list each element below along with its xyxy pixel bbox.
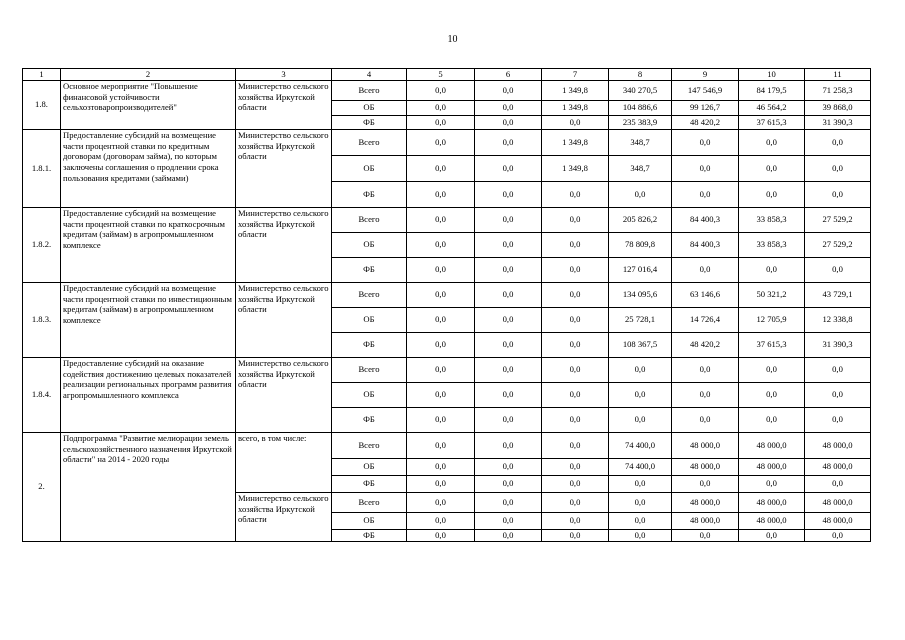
value-cell: 0,0 xyxy=(739,181,805,207)
value-cell: 27 529,2 xyxy=(805,232,871,257)
value-cell: 0,0 xyxy=(407,529,475,541)
value-cell: 0,0 xyxy=(542,458,609,475)
value-cell: 0,0 xyxy=(475,282,542,307)
value-cell: 37 615,3 xyxy=(739,115,805,129)
value-cell: 0,0 xyxy=(407,357,475,382)
value-cell: 99 126,7 xyxy=(672,100,739,115)
row-code-cell: 1.8.3. xyxy=(23,282,61,357)
value-cell: 33 858,3 xyxy=(739,232,805,257)
column-number-cell: 4 xyxy=(332,69,407,81)
value-cell: 0,0 xyxy=(805,257,871,282)
value-cell: 63 146,6 xyxy=(672,282,739,307)
value-cell: 0,0 xyxy=(672,257,739,282)
value-cell: 0,0 xyxy=(805,129,871,155)
value-cell: 1 349,8 xyxy=(542,80,609,100)
value-cell: 0,0 xyxy=(739,257,805,282)
value-cell: 0,0 xyxy=(672,129,739,155)
value-cell: 48 000,0 xyxy=(805,492,871,512)
value-cell: 0,0 xyxy=(672,475,739,492)
value-cell: 0,0 xyxy=(672,181,739,207)
value-cell: 0,0 xyxy=(672,529,739,541)
column-number-cell: 9 xyxy=(672,69,739,81)
value-cell: 0,0 xyxy=(805,357,871,382)
value-cell: 0,0 xyxy=(739,382,805,407)
value-cell: 0,0 xyxy=(542,357,609,382)
table-row xyxy=(23,357,871,382)
value-cell: 0,0 xyxy=(407,332,475,357)
value-cell: 0,0 xyxy=(672,357,739,382)
value-cell: 48 000,0 xyxy=(805,432,871,458)
value-cell: 78 809,8 xyxy=(609,232,672,257)
row-code-cell: 1.8.4. xyxy=(23,357,61,432)
value-cell: 0,0 xyxy=(407,475,475,492)
value-cell: 0,0 xyxy=(407,232,475,257)
executor-cell: Министерство сельского хозяйства Иркутской области xyxy=(236,492,332,541)
value-cell: 0,0 xyxy=(475,458,542,475)
value-cell: 0,0 xyxy=(542,207,609,232)
value-cell: 0,0 xyxy=(475,155,542,181)
funding-source-cell: Всего xyxy=(332,282,407,307)
value-cell: 0,0 xyxy=(475,475,542,492)
value-cell: 48 000,0 xyxy=(672,432,739,458)
value-cell: 0,0 xyxy=(475,207,542,232)
value-cell: 12 705,9 xyxy=(739,307,805,332)
value-cell: 0,0 xyxy=(475,100,542,115)
funding-source-cell: ОБ xyxy=(332,512,407,529)
value-cell: 0,0 xyxy=(475,357,542,382)
value-cell: 0,0 xyxy=(407,432,475,458)
value-cell: 43 729,1 xyxy=(805,282,871,307)
value-cell: 0,0 xyxy=(805,155,871,181)
value-cell: 0,0 xyxy=(542,382,609,407)
value-cell: 0,0 xyxy=(609,475,672,492)
value-cell: 147 546,9 xyxy=(672,80,739,100)
value-cell: 0,0 xyxy=(805,382,871,407)
value-cell: 0,0 xyxy=(407,382,475,407)
value-cell: 0,0 xyxy=(407,80,475,100)
value-cell: 14 726,4 xyxy=(672,307,739,332)
value-cell: 84 400,3 xyxy=(672,207,739,232)
value-cell: 104 886,6 xyxy=(609,100,672,115)
table-row xyxy=(23,282,871,307)
value-cell: 0,0 xyxy=(407,181,475,207)
value-cell: 84 400,3 xyxy=(672,232,739,257)
column-number-cell: 5 xyxy=(407,69,475,81)
row-code-cell: 1.8. xyxy=(23,80,61,129)
value-cell: 12 338,8 xyxy=(805,307,871,332)
value-cell: 0,0 xyxy=(739,357,805,382)
value-cell: 1 349,8 xyxy=(542,100,609,115)
value-cell: 0,0 xyxy=(609,382,672,407)
value-cell: 0,0 xyxy=(609,492,672,512)
value-cell: 134 095,6 xyxy=(609,282,672,307)
value-cell: 0,0 xyxy=(609,407,672,432)
value-cell: 0,0 xyxy=(542,512,609,529)
activity-name-cell: Предоставление субсидий на возмещение части процентной ставки по краткосрочным кредитам (займам) в агропромышленном комплексе xyxy=(61,207,236,282)
budget-table xyxy=(22,68,871,542)
value-cell: 0,0 xyxy=(542,529,609,541)
column-number-cell: 8 xyxy=(609,69,672,81)
value-cell: 0,0 xyxy=(805,407,871,432)
value-cell: 0,0 xyxy=(542,115,609,129)
value-cell: 0,0 xyxy=(407,155,475,181)
value-cell: 25 728,1 xyxy=(609,307,672,332)
value-cell: 0,0 xyxy=(475,257,542,282)
value-cell: 235 383,9 xyxy=(609,115,672,129)
value-cell: 0,0 xyxy=(542,332,609,357)
value-cell: 348,7 xyxy=(609,155,672,181)
column-number-cell: 7 xyxy=(542,69,609,81)
column-number-cell: 10 xyxy=(739,69,805,81)
value-cell: 0,0 xyxy=(609,357,672,382)
value-cell: 0,0 xyxy=(542,432,609,458)
value-cell: 0,0 xyxy=(407,129,475,155)
value-cell: 0,0 xyxy=(542,257,609,282)
funding-source-cell: ОБ xyxy=(332,100,407,115)
value-cell: 0,0 xyxy=(609,181,672,207)
value-cell: 0,0 xyxy=(672,382,739,407)
value-cell: 0,0 xyxy=(542,475,609,492)
page-number: 10 xyxy=(447,34,458,45)
funding-source-cell: ФБ xyxy=(332,115,407,129)
row-code-cell: 1.8.1. xyxy=(23,129,61,207)
value-cell: 1 349,8 xyxy=(542,155,609,181)
value-cell: 0,0 xyxy=(407,492,475,512)
value-cell: 0,0 xyxy=(407,100,475,115)
funding-source-cell: ФБ xyxy=(332,407,407,432)
activity-name-cell: Предоставление субсидий на оказание содействия достижению целевых показателей реализации региональных программ развития агропромышленного комплекса xyxy=(61,357,236,432)
funding-source-cell: ФБ xyxy=(332,181,407,207)
value-cell: 50 321,2 xyxy=(739,282,805,307)
value-cell: 0,0 xyxy=(739,129,805,155)
value-cell: 0,0 xyxy=(609,529,672,541)
table-body xyxy=(23,69,871,542)
value-cell: 0,0 xyxy=(475,512,542,529)
executor-cell: Министерство сельского хозяйства Иркутской области xyxy=(236,207,332,282)
activity-name-cell: Подпрограмма "Развитие мелиорации земель сельскохозяйственного назначения Иркутской области" на 2014 - 2020 годы xyxy=(61,432,236,541)
value-cell: 0,0 xyxy=(475,80,542,100)
value-cell: 39 868,0 xyxy=(805,100,871,115)
column-number-cell: 1 xyxy=(23,69,61,81)
funding-source-cell: ФБ xyxy=(332,475,407,492)
funding-source-cell: Всего xyxy=(332,207,407,232)
funding-source-cell: ФБ xyxy=(332,529,407,541)
row-code-cell: 1.8.2. xyxy=(23,207,61,282)
value-cell: 0,0 xyxy=(805,181,871,207)
value-cell: 48 000,0 xyxy=(805,512,871,529)
value-cell: 0,0 xyxy=(739,155,805,181)
value-cell: 205 826,2 xyxy=(609,207,672,232)
funding-source-cell: Всего xyxy=(332,492,407,512)
value-cell: 74 400,0 xyxy=(609,458,672,475)
column-number-row xyxy=(23,69,871,81)
value-cell: 0,0 xyxy=(739,475,805,492)
value-cell: 0,0 xyxy=(475,332,542,357)
value-cell: 37 615,3 xyxy=(739,332,805,357)
funding-source-cell: ОБ xyxy=(332,458,407,475)
activity-name-cell: Предоставление субсидий на возмещение части процентной ставки по инвестиционным кредитам (займам) в агропромышленном комплексе xyxy=(61,282,236,357)
value-cell: 71 258,3 xyxy=(805,80,871,100)
value-cell: 31 390,3 xyxy=(805,332,871,357)
value-cell: 108 367,5 xyxy=(609,332,672,357)
funding-source-cell: ФБ xyxy=(332,257,407,282)
value-cell: 33 858,3 xyxy=(739,207,805,232)
value-cell: 0,0 xyxy=(542,307,609,332)
value-cell: 48 000,0 xyxy=(805,458,871,475)
funding-source-cell: ОБ xyxy=(332,382,407,407)
value-cell: 0,0 xyxy=(542,282,609,307)
value-cell: 84 179,5 xyxy=(739,80,805,100)
funding-source-cell: Всего xyxy=(332,357,407,382)
funding-source-cell: ОБ xyxy=(332,232,407,257)
funding-source-cell: ФБ xyxy=(332,332,407,357)
value-cell: 0,0 xyxy=(475,529,542,541)
value-cell: 48 000,0 xyxy=(739,458,805,475)
executor-cell: Министерство сельского хозяйства Иркутской области xyxy=(236,80,332,129)
value-cell: 48 000,0 xyxy=(739,432,805,458)
executor-cell: Министерство сельского хозяйства Иркутской области xyxy=(236,129,332,207)
value-cell: 48 420,2 xyxy=(672,332,739,357)
value-cell: 0,0 xyxy=(475,181,542,207)
value-cell: 0,0 xyxy=(407,307,475,332)
value-cell: 0,0 xyxy=(542,232,609,257)
value-cell: 340 270,5 xyxy=(609,80,672,100)
value-cell: 0,0 xyxy=(407,282,475,307)
value-cell: 0,0 xyxy=(407,512,475,529)
value-cell: 74 400,0 xyxy=(609,432,672,458)
value-cell: 48 420,2 xyxy=(672,115,739,129)
value-cell: 46 564,2 xyxy=(739,100,805,115)
activity-name-cell: Предоставление субсидий на возмещение части процентной ставки по кредитным договорам (договорам займа), по которым заключены соглашения о продлении срока пользования кредитами (займами) xyxy=(61,129,236,207)
value-cell: 0,0 xyxy=(672,407,739,432)
table-row xyxy=(23,129,871,155)
value-cell: 0,0 xyxy=(672,155,739,181)
value-cell: 127 016,4 xyxy=(609,257,672,282)
table-row xyxy=(23,207,871,232)
value-cell: 48 000,0 xyxy=(672,458,739,475)
funding-source-cell: Всего xyxy=(332,80,407,100)
funding-source-cell: ОБ xyxy=(332,307,407,332)
column-number-cell: 2 xyxy=(61,69,236,81)
value-cell: 0,0 xyxy=(407,257,475,282)
value-cell: 0,0 xyxy=(475,492,542,512)
value-cell: 0,0 xyxy=(609,512,672,529)
value-cell: 48 000,0 xyxy=(739,512,805,529)
value-cell: 0,0 xyxy=(739,407,805,432)
value-cell: 48 000,0 xyxy=(672,492,739,512)
value-cell: 0,0 xyxy=(805,529,871,541)
value-cell: 0,0 xyxy=(407,407,475,432)
funding-source-cell: ОБ xyxy=(332,155,407,181)
value-cell: 27 529,2 xyxy=(805,207,871,232)
executor-cell: всего, в том числе: xyxy=(236,432,332,492)
value-cell: 0,0 xyxy=(475,432,542,458)
value-cell: 0,0 xyxy=(407,207,475,232)
value-cell: 0,0 xyxy=(475,232,542,257)
value-cell: 0,0 xyxy=(475,382,542,407)
value-cell: 0,0 xyxy=(475,115,542,129)
executor-cell: Министерство сельского хозяйства Иркутской области xyxy=(236,357,332,432)
table-row xyxy=(23,80,871,100)
value-cell: 0,0 xyxy=(542,492,609,512)
value-cell: 0,0 xyxy=(542,407,609,432)
value-cell: 0,0 xyxy=(739,529,805,541)
value-cell: 48 000,0 xyxy=(739,492,805,512)
table-row xyxy=(23,432,871,458)
column-number-cell: 11 xyxy=(805,69,871,81)
executor-cell: Министерство сельского хозяйства Иркутской области xyxy=(236,282,332,357)
funding-source-cell: Всего xyxy=(332,432,407,458)
value-cell: 0,0 xyxy=(805,475,871,492)
value-cell: 348,7 xyxy=(609,129,672,155)
value-cell: 0,0 xyxy=(542,181,609,207)
funding-source-cell: Всего xyxy=(332,129,407,155)
value-cell: 0,0 xyxy=(475,407,542,432)
value-cell: 0,0 xyxy=(407,115,475,129)
value-cell: 0,0 xyxy=(475,307,542,332)
column-number-cell: 6 xyxy=(475,69,542,81)
row-code-cell: 2. xyxy=(23,432,61,541)
activity-name-cell: Основное мероприятие "Повышение финансовой устойчивости сельхозтоваропроизводителей" xyxy=(61,80,236,129)
value-cell: 0,0 xyxy=(475,129,542,155)
value-cell: 31 390,3 xyxy=(805,115,871,129)
value-cell: 0,0 xyxy=(407,458,475,475)
column-number-cell: 3 xyxy=(236,69,332,81)
value-cell: 48 000,0 xyxy=(672,512,739,529)
value-cell: 1 349,8 xyxy=(542,129,609,155)
